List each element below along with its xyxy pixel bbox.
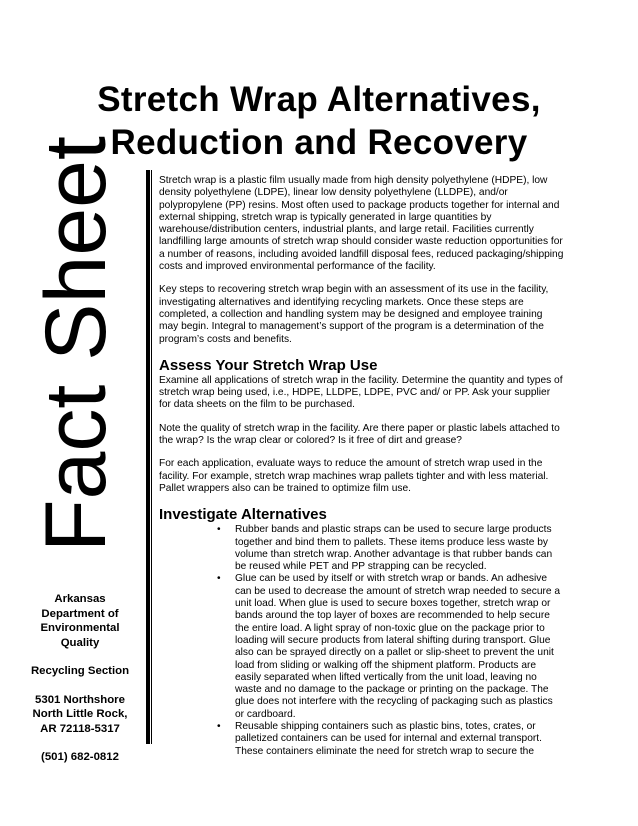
alternatives-list	[159, 524, 564, 758]
vertical-rule-thin	[151, 170, 152, 744]
section-name: Recycling Section	[30, 665, 130, 677]
address-line: North Little Rock,	[32, 708, 128, 720]
main-content	[159, 175, 564, 758]
bullet-icon: •	[217, 524, 221, 536]
intro-paragraph: Stretch wrap is a plastic film usually made from high density polyethylene (HDPE), low density polyethylene (LDPE), linear low density polyethylene (LLDPE), and/or polypropylene (PP) resins. Most often used to package products together for internal and external shipping, stretch wrap is typically generated in large quantities by warehouse/distribution centers, industrial plants, and large retail. Facilities currently landfilling large amounts of stretch wrap should consider waste reduction opportunities for a number of reasons, including avoided landfill disposal fees, reduced packaging/shipping costs and improved environmental performance of the facility.	[159, 175, 564, 273]
fact-sheet-label: Fact Sheet	[28, 136, 124, 552]
title-line-1: Stretch Wrap Alternatives,	[97, 80, 541, 119]
agency-line: Arkansas	[54, 593, 106, 605]
list-item-text: Reusable shipping containers such as plastic bins, totes, crates, or palletized containers can be used for internal and external transport. These containers eliminate the need for stretch wrap to secure the	[235, 720, 542, 757]
agency-contact-block	[18, 592, 142, 765]
page-title	[60, 78, 578, 164]
agency-line: Quality	[60, 636, 100, 649]
agency-line: Environmental	[40, 622, 120, 634]
phone-number: (501) 682-0812	[41, 751, 119, 763]
assess-paragraph: Examine all applications of stretch wrap in the facility. Determine the quantity and types of stretch wrap being used, i.e., HDPE, LLDPE, LDPE, PVC and/ or PP. Ask your supplier for data sheets on the film to be purchased.	[159, 374, 563, 411]
list-item-text: Rubber bands and plastic straps can be used to secure large products together and bind them to pallets. These items produce less waste by volume than stretch wrap. Another advantage is that rubber bands can be reused while PET and PP strapping can be recycled.	[235, 524, 553, 573]
assess-paragraph: Note the quality of stretch wrap in the facility. Are there paper or plastic labels attached to the wrap? Is the wrap clear or colored? Is it free of dirt and grease?	[159, 422, 560, 447]
assess-heading: Assess Your Stretch Wrap Use	[159, 356, 378, 374]
vertical-rule-thick	[146, 170, 150, 744]
investigate-heading: Investigate Alternatives	[159, 506, 327, 524]
list-item	[159, 573, 564, 721]
address-line: 5301 Northshore	[35, 693, 125, 706]
bullet-icon: •	[217, 573, 221, 585]
title-line-2: Reduction and Recovery	[110, 123, 528, 162]
address-line: AR 72118-5317	[40, 722, 120, 735]
list-item-text: Glue can be used by itself or with stretch wrap or bands. An adhesive can be used to decrease the amount of stretch wrap needed to secure a unit load. When glue is used to secure boxes together, stretch wrap or bands around the top layer of boxes are recommended to help secure the entire load. A light spray of non-toxic glue on the package prior to loading will secure products from lateral shifting during transport. Glue also can be sprayed directly on a pallet or slip-sheet to prevent the unit load from sliding or walking off the shipment platform. Products are easily separated when lifted vertically from the unit load, leaving no waste and no damage to the package or printing on the package. The glue does not interfere with the recycling of packaging such as plastics or cardboard.	[235, 573, 561, 720]
assess-paragraph: For each application, evaluate ways to reduce the amount of stretch wrap used in the facility. For example, stretch wrap machines wrap pallets tighter and with less material. Pallet wrappers also can be trained to optimize film use.	[159, 458, 549, 494]
agency-line: Department of	[41, 607, 119, 620]
bullet-icon: •	[217, 720, 221, 732]
list-item	[159, 721, 564, 758]
intro-paragraph: Key steps to recovering stretch wrap begin with an assessment of its use in the facility, investigating alternatives and identifying recycling markets. Once these steps are completed, a collection and handling system may be designed and employee training may begin. Integral to management’s support of the program is a determination of the program’s costs and benefits.	[159, 284, 549, 345]
list-item	[159, 524, 564, 573]
